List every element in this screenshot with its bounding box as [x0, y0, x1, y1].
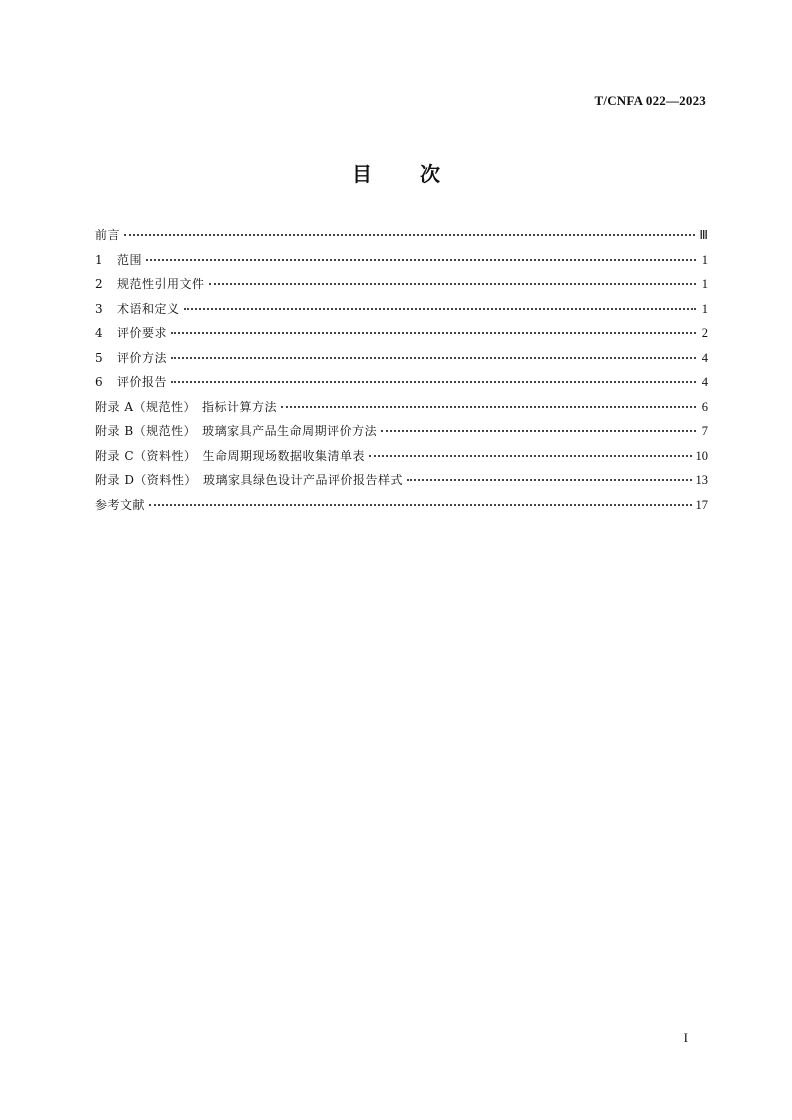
dot-leader	[146, 259, 696, 261]
title-char-2: 次	[420, 162, 440, 186]
toc-entry-page: 1	[701, 277, 708, 291]
dot-leader	[209, 283, 696, 285]
toc-entry-foreword[interactable]	[95, 226, 708, 251]
standard-code: T/CNFA 022—2023	[594, 93, 706, 108]
page-number: I	[683, 1030, 688, 1045]
toc-entry-label: 附录 B（规范性） 玻璃家具产品生命周期评价方法	[95, 424, 378, 438]
toc-entry-page: 10	[695, 448, 708, 463]
toc-entry-page: 4	[701, 375, 708, 389]
toc-entry-label: 6 评价报告	[95, 375, 168, 389]
toc-entry-page: 2	[701, 326, 708, 340]
toc-entry-label: 1 范围	[95, 252, 143, 267]
page-title	[0, 158, 792, 187]
toc-entry-page: 1	[701, 301, 708, 316]
toc-entry-label: 5 评价方法	[95, 350, 168, 365]
toc-entry-label: 附录 A（规范性） 指标计算方法	[95, 399, 277, 414]
dot-leader	[369, 455, 691, 457]
toc-entry-page: 1	[701, 252, 708, 267]
dot-leader	[407, 479, 692, 481]
toc-entry-page: 6	[701, 399, 708, 414]
dot-leader	[171, 332, 696, 334]
toc-entry-page: 7	[701, 424, 708, 438]
toc-entry-annex-c[interactable]	[95, 447, 708, 472]
toc-entry-label: 2 规范性引用文件	[95, 277, 205, 291]
dot-leader	[124, 234, 695, 236]
toc-entry-scope[interactable]	[95, 251, 708, 276]
toc-entry-annex-d[interactable]	[95, 471, 708, 496]
toc-entry-report[interactable]	[95, 373, 708, 398]
toc-entry-page: 13	[695, 473, 708, 487]
toc-entry-page: 4	[701, 350, 708, 365]
toc-entry-annex-a[interactable]	[95, 398, 708, 423]
dot-leader	[281, 406, 696, 408]
toc-entry-label: 附录 C（资料性） 生命周期现场数据收集清单表	[95, 448, 366, 463]
toc-entry-label: 4 评价要求	[95, 326, 168, 340]
toc-entry-normative-references[interactable]	[95, 275, 708, 300]
toc-entry-label: 前言	[95, 228, 121, 242]
table-of-contents	[95, 226, 708, 520]
dot-leader	[381, 430, 696, 432]
dot-leader	[149, 504, 691, 506]
dot-leader	[171, 381, 696, 383]
dot-leader	[171, 357, 696, 359]
toc-entry-bibliography[interactable]	[95, 496, 708, 521]
toc-entry-annex-b[interactable]	[95, 422, 708, 447]
title-char-1: 目	[352, 162, 372, 186]
toc-entry-page: 17	[695, 497, 708, 512]
toc-entry-page: Ⅲ	[699, 228, 708, 242]
toc-entry-label: 3 术语和定义	[95, 301, 180, 316]
toc-entry-terms[interactable]	[95, 300, 708, 325]
dot-leader	[184, 308, 696, 310]
toc-entry-label: 附录 D（资料性） 玻璃家具绿色设计产品评价报告样式	[95, 473, 403, 487]
toc-entry-label: 参考文献	[95, 497, 146, 512]
toc-entry-methods[interactable]	[95, 349, 708, 374]
toc-entry-requirements[interactable]	[95, 324, 708, 349]
